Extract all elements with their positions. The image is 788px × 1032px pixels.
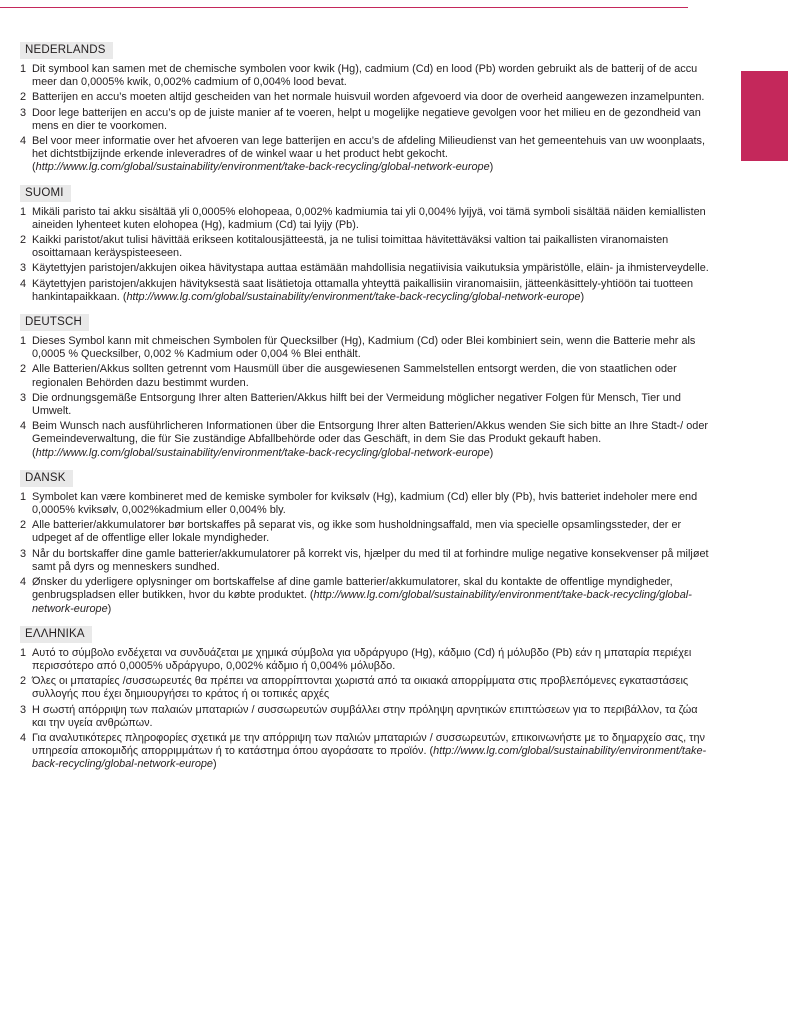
chapter-side-tab (741, 71, 788, 161)
item-text: Ønsker du yderligere oplysninger om bortskaffelse af dine gamle batterier/akkumulatorer, skal du kontakte de offentlige myndigheder, genbrugspladsen eller butikken, hvor du købte produktet. ( (32, 576, 673, 602)
list-item (20, 519, 710, 545)
item-number: 4 (20, 277, 27, 290)
list-item (20, 63, 710, 89)
item-number: 2 (20, 234, 27, 247)
item-text: Όλες οι μπαταρίες /συσσωρευτές θα πρέπει να απορρίπτονται χωριστά από τα οικιακά απορρίμματα στις προβλεπόμενες εγκαταστάσεις συλλογής που έχει δημιουργήσει το κράτος ή οι τοπικές αρχές (32, 675, 689, 701)
item-number: 3 (20, 547, 27, 560)
recycling-url-link[interactable]: http://www.lg.com/global/sustainability/environment/take-back-recycling/global-network-europe (126, 290, 581, 303)
item-list (20, 63, 710, 175)
recycling-url-link[interactable]: http://www.lg.com/global/sustainability/environment/take-back-recycling/global-network-europe (35, 161, 490, 174)
item-number: 1 (20, 490, 27, 503)
section-heading: NEDERLANDS (20, 42, 113, 59)
list-item (20, 234, 710, 260)
section-deutsch (20, 312, 710, 460)
item-number: 4 (20, 576, 27, 589)
item-number: 4 (20, 135, 27, 148)
item-text: Batterijen en accu’s moeten altijd gescheiden van het normale huisvuil worden afgevoerd via door de overheid aangewezen inzamelpunten. (32, 91, 705, 104)
item-text: Αυτό το σύμβολο ενδέχεται να συνδυάζεται με χημικά σύμβολα για υδράργυρο (Hg), κάδμιο (Cd) ή μόλυβδο (Pb) εάν η μπαταρία περιέχει περισσότερο από 0,0005% υδράργυρο, 0,002% κάδμιο ή 0,004% μόλυβδο. (32, 646, 692, 672)
item-list (20, 335, 710, 460)
item-text: Käytettyjen paristojen/akkujen hävityksestä saat lisätietoja ottamalla yhteyttä paikallisiin viranomaisiin, jätteenkäsittely-yhtiöön tai tuotteen hankintapaikkaan. ( (32, 277, 694, 303)
item-list (20, 491, 710, 616)
item-list (20, 206, 710, 304)
item-number: 1 (20, 63, 27, 75)
item-text: Για αναλυτικότερες πληροφορίες σχετικά με την απόρριψη των παλιών μπαταριών / συσσωρευτών, επικοινωνήστε με το δημαρχείο σας, την υπηρεσία αποκομιδής απορριμμάτων ή το κατάστημα όπου αγοράσατε το προϊόν. ( (32, 731, 705, 758)
list-item (20, 392, 710, 418)
item-text: Beim Wunsch nach ausführlicheren Informationen über die Entsorgung Ihrer alten Batterien/Akkus wenden Sie sich bitte an Ihre Stadt-/ oder Gemeindeverwaltung, die für Sie zuständige Abfallbehörde oder das Geschäft, in dem Sie das Produkt gekauft haben. ( (32, 420, 709, 459)
list-item (20, 548, 710, 574)
list-item (20, 91, 710, 104)
list-item (20, 107, 710, 133)
section-dansk (20, 468, 710, 616)
list-item (20, 647, 710, 673)
item-number: 1 (20, 335, 27, 348)
item-text: Η σωστή απόρριψη των παλαιών μπαταριών / συσσωρευτών συμβάλλει στην πρόληψη αρνητικών επιπτώσεων για το περιβάλλον, τα ζώα και την υγεία ανθρώπων. (32, 703, 698, 729)
item-number: 4 (20, 420, 27, 433)
section-heading: SUOMI (20, 185, 71, 202)
list-item (20, 491, 710, 517)
section-ellinika (20, 624, 710, 772)
item-text: Käytettyjen paristojen/akkujen oikea hävitystapa auttaa estämään mahdollisia negatiivisia vaikutuksia ympäristölle, eläin- ja ihmisterveydelle. (32, 262, 709, 275)
item-number: 3 (20, 391, 27, 404)
item-text-end: ) (213, 758, 217, 771)
recycling-url-link[interactable]: http://www.lg.com/global/sustainability/environment/take-back-recycling/global-network-europe (32, 589, 692, 615)
list-item (20, 363, 710, 389)
item-text: Når du bortskaffer dine gamle batterier/akkumulatorer på korrekt vis, hjælper du med til at forhindre mulige negative konsekvenser på miljøet samt på dyrs og menneskers sundhed. (32, 547, 709, 573)
item-number: 2 (20, 675, 27, 688)
section-heading: DEUTSCH (20, 314, 89, 331)
item-text: Dit symbool kan samen met de chemische symbolen voor kwik (Hg), cadmium (Cd) en lood (Pb) worden gebruikt als de batterij of de accu meer dan 0,0005% kwik, 0,002% cadmium of 0,004% lood bevat. (32, 63, 698, 89)
battery-disposal-notice (20, 40, 710, 780)
list-item (20, 278, 710, 304)
list-item (20, 206, 710, 232)
item-number: 1 (20, 205, 27, 218)
item-number: 2 (20, 363, 27, 376)
item-number: 3 (20, 106, 27, 119)
item-number: 2 (20, 519, 27, 532)
recycling-url-link[interactable]: http://www.lg.com/global/sustainability/environment/take-back-recycling/global-network-europe (32, 745, 707, 771)
item-text: Kaikki paristot/akut tulisi hävittää erikseen kotitalousjätteestä, ja ne tulisi toimittaa hävitettäväksi valtion tai paikallisten viranomaisten osoittamaan keräyspisteeseen. (32, 234, 669, 260)
item-text-end: ) (489, 446, 494, 459)
section-heading: ΕΛΛΗΝΙΚΑ (20, 626, 92, 643)
item-text-end: ) (107, 602, 112, 615)
list-item (20, 335, 710, 361)
item-text: Die ordnungsgemäße Entsorgung Ihrer alten Batterien/Akkus hilft bei der Vermeidung möglicher negativer Folgen für Mensch, Tier und Umwelt. (32, 391, 681, 418)
list-item (20, 135, 710, 175)
item-list (20, 647, 710, 772)
item-number: 3 (20, 703, 27, 716)
item-text: Alle batterier/akkumulatorer bør bortskaffes på separat vis, og ikke som husholdningsaffald, men via specielle opsamlingssteder, der er udpeget af de offentlige eller lokale myndigheder. (32, 519, 682, 545)
list-item (20, 675, 710, 701)
list-item (20, 704, 710, 730)
top-accent-rule (0, 7, 688, 8)
section-suomi (20, 183, 710, 304)
item-text: Alle Batterien/Akkus sollten getrennt vom Hausmüll über die ausgewiesenen Sammelstellen entsorgt werden, die von staatlichen oder regionalen Behörden dazu bestimmt wurden. (32, 363, 677, 389)
recycling-url-link[interactable]: http://www.lg.com/global/sustainability/environment/take-back-recycling/global-network-europe (35, 446, 490, 459)
list-item (20, 420, 710, 460)
item-text-end: ) (580, 290, 585, 303)
item-text: Dieses Symbol kann mit chmeischen Symbolen für Quecksilber (Hg), Kadmium (Cd) oder Blei kombiniert sein, wenn die Batterie mehr als 0,0005 % Quecksilber, 0,002 % Kadmium oder 0,004 % Blei enthält. (32, 335, 696, 361)
list-item (20, 732, 710, 772)
list-item (20, 576, 710, 616)
list-item (20, 262, 710, 275)
item-text: Door lege batterijen en accu’s op de juiste manier af te voeren, helpt u mogelijke negatieve gevolgen voor het milieu en de gezondheid van mens en dier te voorkomen. (32, 106, 701, 132)
section-heading: DANSK (20, 470, 73, 487)
item-text-end: ) (489, 161, 494, 174)
item-number: 4 (20, 731, 27, 744)
section-nederlands (20, 40, 710, 175)
item-number: 2 (20, 91, 27, 104)
item-number: 1 (20, 646, 27, 659)
item-text: Bel voor meer informatie over het afvoeren van lege batterijen en accu’s de afdeling Milieudienst van het gemeentehuis van uw woonplaats, het dichtstbijzijnde erkende inleveradres of de winkel waar u het product hebt gekocht. ( (32, 135, 706, 174)
item-number: 3 (20, 262, 27, 275)
item-text: Symbolet kan være kombineret med de kemiske symboler for kviksølv (Hg), kadmium (Cd) eller bly (Pb), hvis batteriet indeholer mere end 0,0005% kviksølv, 0,002%kadmium eller 0,004% bly. (32, 490, 698, 517)
item-text: Mikäli paristo tai akku sisältää yli 0,0005% elohopeaa, 0,002% kadmiumia tai yli 0,004% lyijyä, voi tämä symboli sisältää näiden kemiallisten aineiden lyhenteet kuten elohopea (Hg), kadmium (Cd) tai lyijy (Pb). (32, 205, 706, 231)
